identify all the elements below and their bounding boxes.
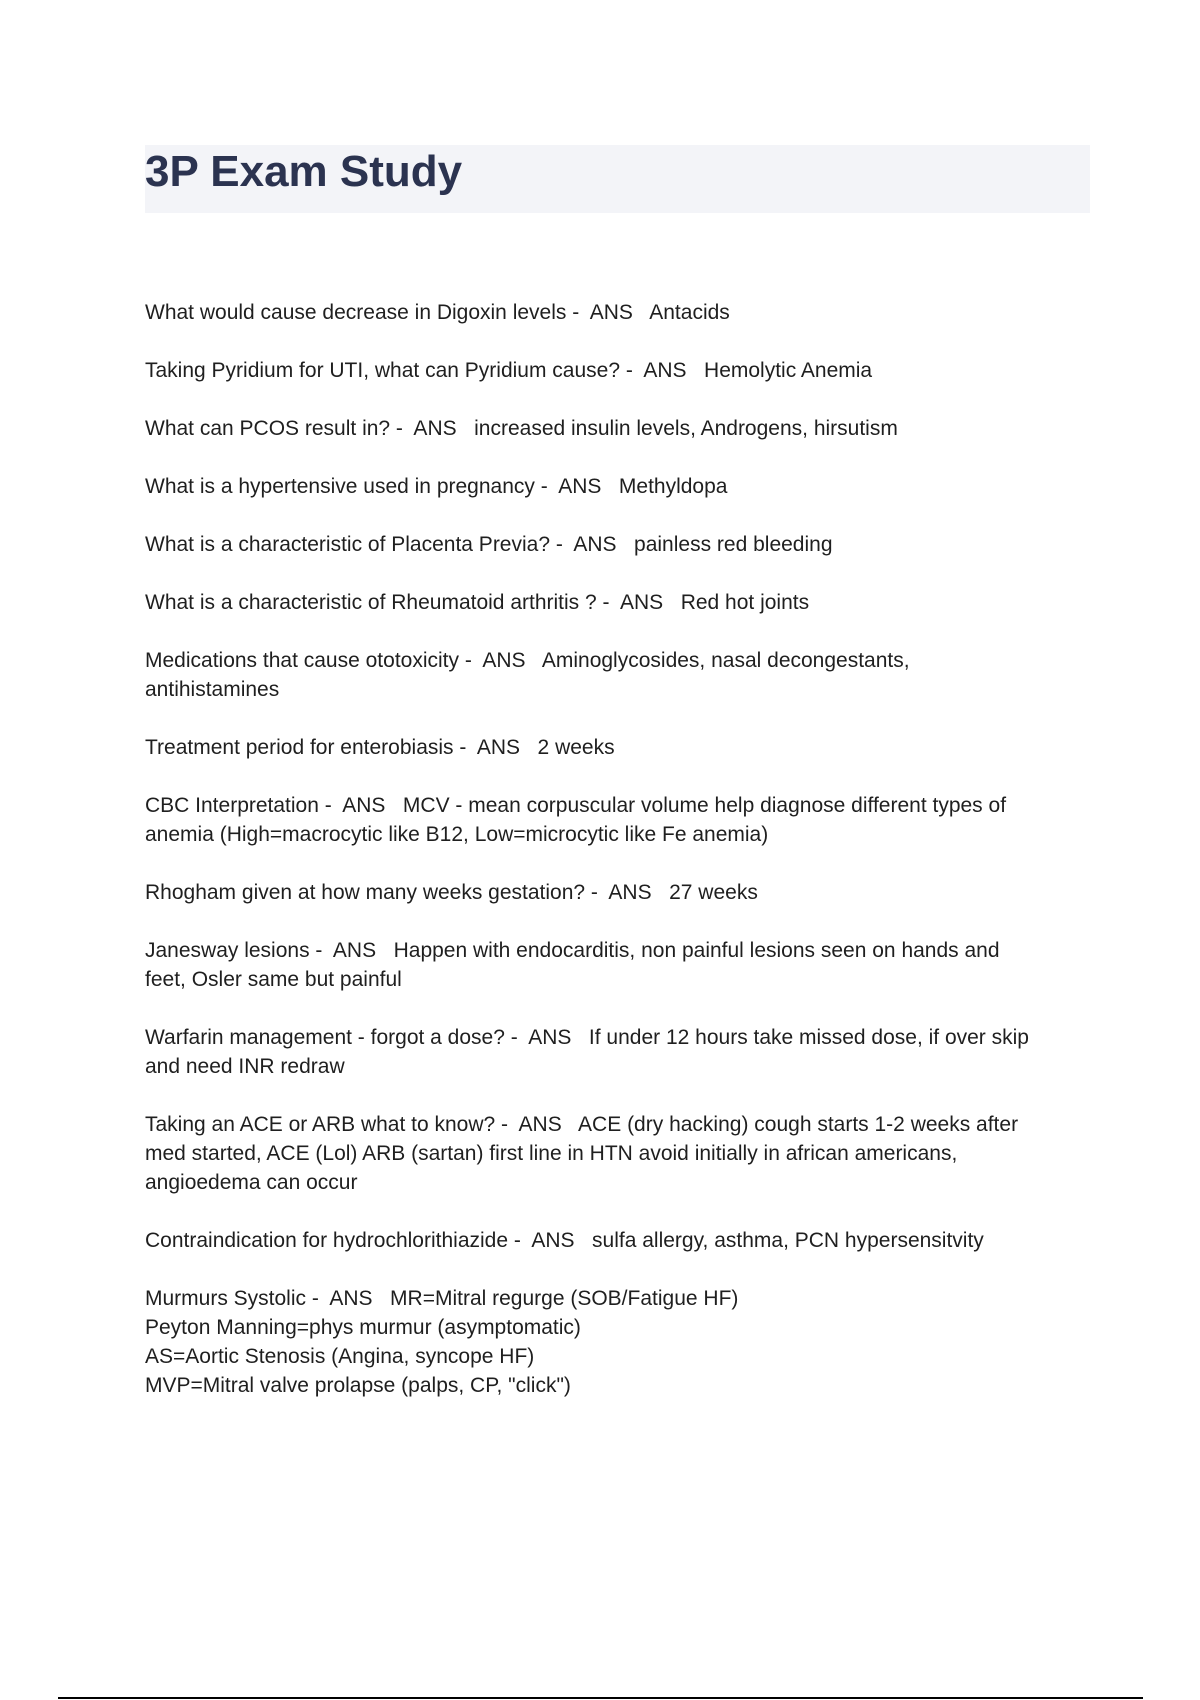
qa-item: Contraindication for hydrochlorithiazide - ANS sulfa allergy, asthma, PCN hypersensitvity xyxy=(145,1229,984,1252)
qa-item: Murmurs Systolic - ANS MR=Mitral regurge (SOB/Fatigue HF) Peyton Manning=phys murmur (asymptomatic) AS=Aortic Stenosis (Angina, syncope HF) MVP=Mitral valve prolapse (palps, CP, "click") xyxy=(145,1287,739,1397)
qa-item: Rhogham given at how many weeks gestation? - ANS 27 weeks xyxy=(145,881,758,904)
qa-item: Warfarin management - forgot a dose? - ANS If under 12 hours take missed dose, if over skip and need INR redraw xyxy=(145,1026,1029,1078)
qa-item: What is a hypertensive used in pregnancy - ANS Methyldopa xyxy=(145,475,728,498)
qa-item: What is a characteristic of Rheumatoid arthritis ? - ANS Red hot joints xyxy=(145,591,810,614)
qa-item: Taking Pyridium for UTI, what can Pyridium cause? - ANS Hemolytic Anemia xyxy=(145,359,873,382)
qa-item: Janesway lesions - ANS Happen with endocarditis, non painful lesions seen on hands and feet, Osler same but painful xyxy=(145,939,1000,991)
qa-list xyxy=(145,298,1090,1429)
qa-item: What is a characteristic of Placenta Previa? - ANS painless red bleeding xyxy=(145,533,833,556)
qa-item: Medications that cause ototoxicity - ANS Aminoglycosides, nasal decongestants, antihistamines xyxy=(145,649,910,701)
page-title: 3P Exam Study xyxy=(145,147,463,196)
qa-item: What would cause decrease in Digoxin levels - ANS Antacids xyxy=(145,301,730,324)
footer-divider xyxy=(58,1697,1143,1699)
qa-item: CBC Interpretation - ANS MCV - mean corpuscular volume help diagnose different types of anemia (High=macrocytic like B12, Low=microcytic like Fe anemia) xyxy=(145,794,1007,846)
qa-item: Treatment period for enterobiasis - ANS 2 weeks xyxy=(145,736,615,759)
qa-item: What can PCOS result in? - ANS increased insulin levels, Androgens, hirsutism xyxy=(145,417,898,440)
qa-item: Taking an ACE or ARB what to know? - ANS ACE (dry hacking) cough starts 1-2 weeks after med started, ACE (Lol) ARB (sartan) first line in HTN avoid initially in african americans, angioedema can occur xyxy=(145,1113,1019,1194)
